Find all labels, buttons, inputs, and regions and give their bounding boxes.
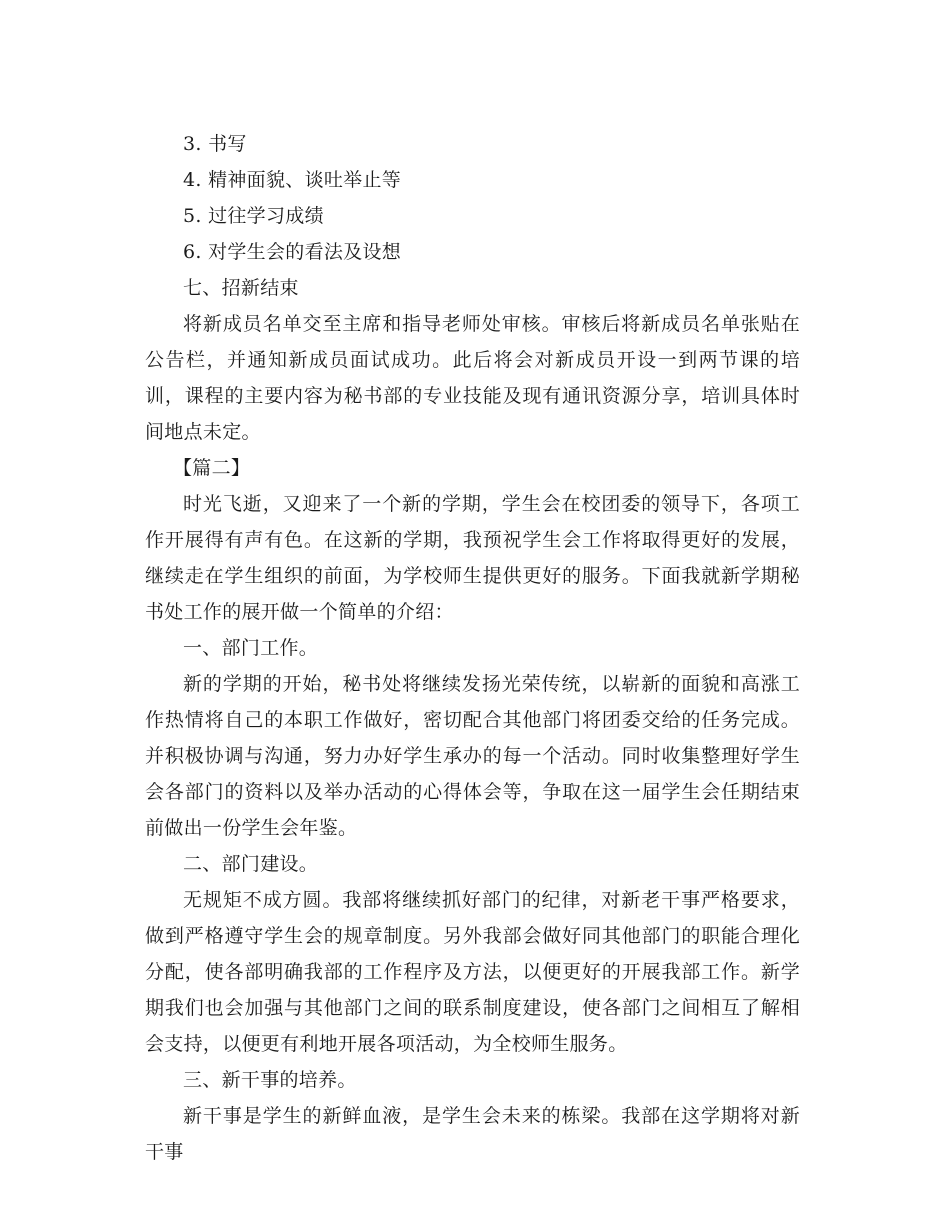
- list-item-demeanor: 4. 精神面貌、谈吐举止等: [183, 169, 402, 191]
- section-heading-new-staff-training: 三、新干事的培养。: [183, 1069, 357, 1091]
- section-tag-part-two: 【篇二】: [173, 457, 251, 479]
- section-heading-department-building: 二、部门建设。: [183, 853, 319, 875]
- body-paragraph: 新干事是学生的新鲜血液，是学生会未来的栋梁。我部在这学期将对新干事: [145, 1105, 800, 1163]
- list-item-writing: 3. 书写: [183, 133, 247, 155]
- document-page: [145, 126, 800, 1170]
- body-paragraph: 无规矩不成方圆。我部将继续抓好部门的纪律，对新老干事严格要求，做到严格遵守学生会的规章制度。另外我部会做好同其他部门的职能合理化分配，使各部明确我部的工作程序及方法，以便更好的开展我部工作。新学期我们也会加强与其他部门之间的联系制度建设，使各部门之间相互了解相会支持，以便更有利地开展各项活动，为全校师生服务。: [145, 889, 800, 1055]
- list-item-views: 6. 对学生会的看法及设想: [183, 241, 402, 263]
- body-paragraph: 时光飞逝，又迎来了一个新的学期，学生会在校团委的领导下，各项工作开展得有声有色。在这新的学期，我预祝学生会工作将取得更好的发展，继续走在学生组织的前面，为学校师生提供更好的服务。下面我就新学期秘书处工作的展开做一个简单的介绍：: [145, 493, 800, 623]
- section-heading-department-work: 一、部门工作。: [183, 637, 319, 659]
- list-item-grades: 5. 过往学习成绩: [183, 205, 324, 227]
- body-paragraph: 新的学期的开始，秘书处将继续发扬光荣传统，以崭新的面貌和高涨工作热情将自己的本职工作做好，密切配合其他部门将团委交给的任务完成。并积极协调与沟通，努力办好学生承办的每一个活动。同时收集整理好学生会各部门的资料以及举办活动的心得体会等，争取在这一届学生会任期结束前做出一份学生会年鉴。: [145, 673, 800, 839]
- section-heading-recruitment-end: 七、招新结束: [183, 277, 299, 299]
- body-paragraph: 将新成员名单交至主席和指导老师处审核。审核后将新成员名单张贴在公告栏，并通知新成员面试成功。此后将会对新成员开设一到两节课的培训，课程的主要内容为秘书部的专业技能及现有通讯资源分享，培训具体时间地点未定。: [145, 313, 800, 443]
